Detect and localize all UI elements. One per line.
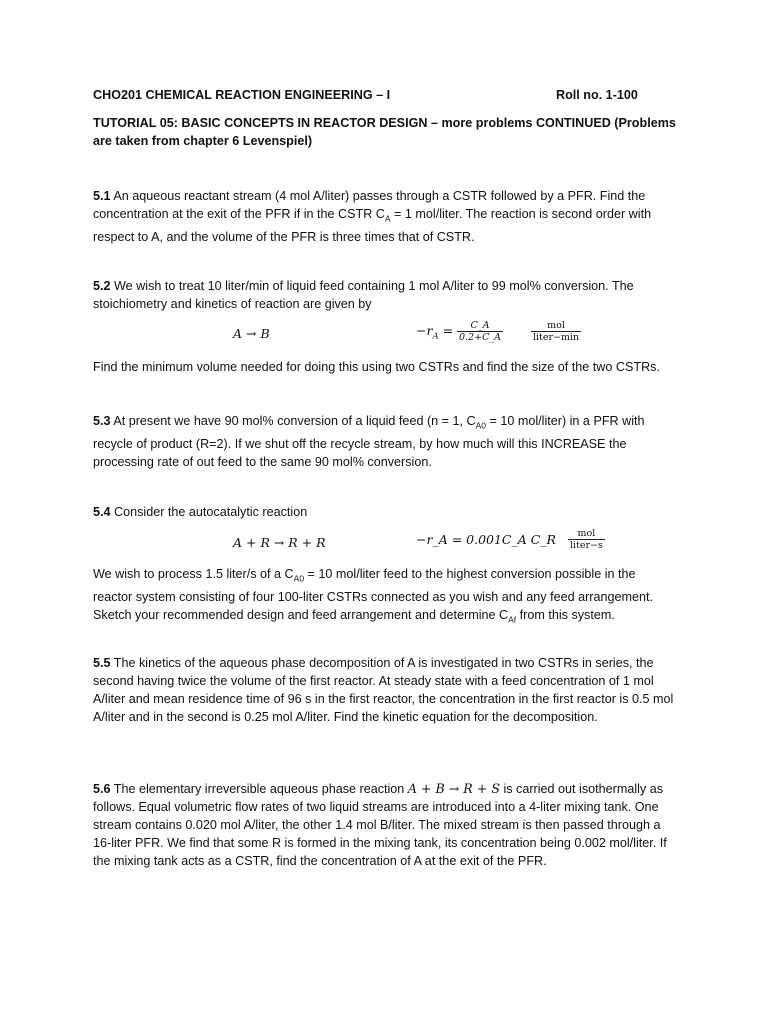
problem-5-6 (93, 780, 678, 870)
problem-5-2 (93, 277, 678, 313)
problem-number: 5.1 (93, 189, 111, 203)
rate-expression (416, 320, 581, 343)
problem-text: is carried out isothermally as follows. Equal volumetric flow rates of two liquid streams are introduced into a 4-liter mixing tank. One stream contains 0.020 mol A/liter, the other 1.4 mol B/liter. The mixed stream is then passed through a 16-liter PFR. We find that some R is formed in the mixing tank, its concentration being 0.002 mol/liter. If the mixing tank acts as a CSTR, find the concentration of A at the exit of the PFR. (93, 782, 667, 868)
subscript: A (384, 213, 391, 224)
subscript: A0 (475, 420, 486, 431)
rate-sub: A (432, 331, 439, 342)
problem-number: 5.6 (93, 782, 111, 796)
unit-denominator: liter−s (569, 540, 603, 551)
fraction-denominator: 0.2+C_A (459, 332, 501, 343)
problem-5-4-question (93, 565, 678, 628)
problem-number: 5.2 (93, 279, 111, 293)
subscript: Af (508, 614, 517, 625)
unit-denominator: liter−min (532, 332, 580, 343)
problem-5-2-question: Find the minimum volume needed for doing this using two CSTRs and find the size of the two CSTRs. (93, 360, 660, 374)
problem-number: 5.3 (93, 414, 111, 428)
subscript: A0 (293, 573, 305, 584)
problem-text: We wish to process 1.5 liter/s of a C (93, 567, 294, 581)
problem-text: The elementary irreversible aqueous phase reaction (110, 782, 408, 796)
problem-5-1 (93, 187, 678, 246)
problem-text: We wish to treat 10 liter/min of liquid feed containing 1 mol A/liter to 99 mol% conversion. The stoichiometry and kinetics of reaction are given by (93, 279, 634, 311)
problem-number: 5.4 (93, 505, 111, 519)
problem-text: = 10 mol/liter) in a PFR with recycle of product (R=2). If we shut off the recycle stream, by how much will this INCREASE the processing rate of out feed to the same 90 mol% conversion. (93, 414, 645, 469)
problem-number: 5.5 (93, 656, 111, 670)
rate-expression (416, 528, 605, 551)
unit-numerator: mol (568, 528, 605, 540)
unit-fraction (568, 528, 605, 551)
problem-text: The kinetics of the aqueous phase decomposition of A is investigated in two CSTRs in series, the second having twice the volume of the first reactor. At steady state with a feed concentration of 1 mol A/liter and mean residence time of 96 s in the first reactor, the concentration in the first reactor is 0.5 mol A/liter and in the second is 0.25 mol A/liter. Find the kinetic equation for the decomposition. (93, 656, 674, 724)
problem-text: from this system. (516, 607, 615, 622)
rate-fraction (457, 320, 503, 343)
roll-number: Roll no. 1-100 (556, 88, 638, 102)
problem-text: Consider the autocatalytic reaction (110, 505, 308, 519)
unit-fraction (531, 320, 581, 343)
rate-lhs: −r_A = 0.001C_A C_R (416, 532, 556, 547)
unit-numerator: mol (531, 320, 581, 332)
tutorial-title: TUTORIAL 05: BASIC CONCEPTS IN REACTOR DESIGN – more problems CONTINUED (Problems are taken from chapter 6 Levenspiel) (93, 116, 676, 148)
rate-equals: = (438, 323, 458, 338)
problem-text: = 10 mol/liter feed to the highest conversion possible in the reactor system consisting of four 100-liter CSTRs connected as you wish and any feed arrangement. Sketch your recommended design and feed arrangement and determine C (93, 567, 653, 622)
reaction-equation: A → B (233, 326, 270, 341)
rate-lhs: −r (416, 323, 433, 338)
problem-5-3 (93, 412, 678, 471)
reaction-equation: A + R → R + R (233, 535, 326, 550)
problem-5-4 (93, 503, 678, 521)
problem-text: At present we have 90 mol% conversion of a liquid feed (n = 1, C (110, 414, 476, 428)
course-title: CHO201 CHEMICAL REACTION ENGINEERING – I (93, 88, 391, 102)
document-header (93, 88, 653, 102)
inline-reaction: A + B → R + S (407, 781, 500, 796)
problem-text: = 1 mol/liter. The reaction is second order with respect to A, and the volume of the PFR is three times that of CSTR. (93, 207, 652, 244)
problem-5-5 (93, 654, 678, 726)
problem-text: An aqueous reactant stream (4 mol A/liter) passes through a CSTR followed by a PFR. Find the concentration at the exit of the PFR if in the CSTR C (93, 189, 646, 221)
fraction-numerator: C_A (457, 320, 503, 332)
